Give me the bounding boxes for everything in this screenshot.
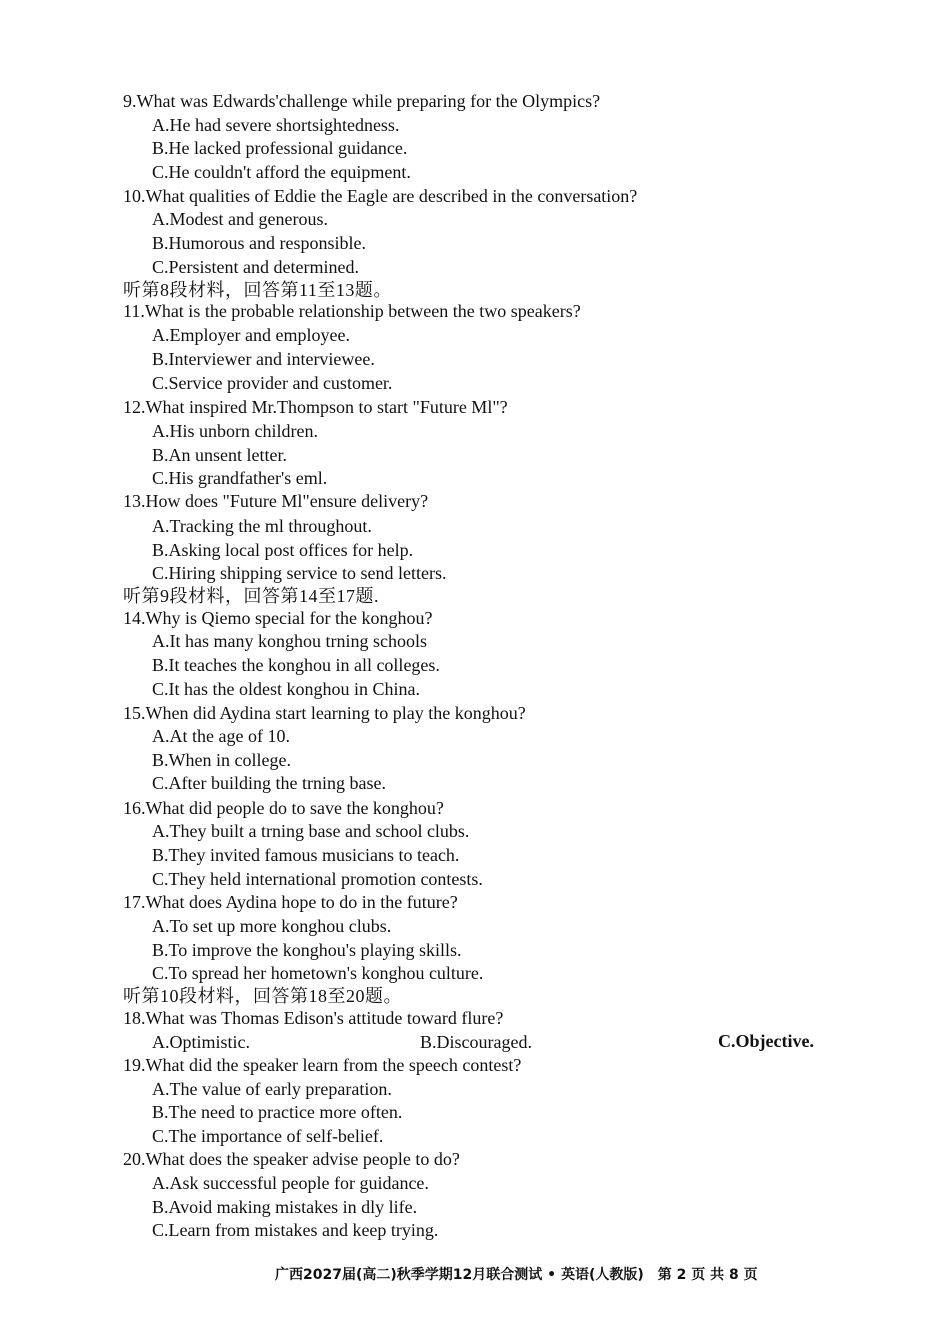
section-instruction: 听第8段材料，回答第11至13题。 — [123, 280, 392, 300]
question-text: 18.What was Thomas Edison's attitude toward flure? — [123, 1008, 504, 1028]
answer-option: A.Ask successful people for guidance. — [152, 1173, 429, 1193]
answer-option: B.To improve the konghou's playing skills. — [152, 940, 462, 960]
answer-option: C.Service provider and customer. — [152, 373, 393, 393]
answer-option: A.Optimistic. — [152, 1032, 250, 1052]
question-text: 12.What inspired Mr.Thompson to start "Future Ml"? — [123, 397, 508, 417]
question-text: 16.What did people do to save the konghou? — [123, 798, 444, 818]
answer-option: A.They built a trning base and school clubs. — [152, 821, 470, 841]
answer-option: C.Learn from mistakes and keep trying. — [152, 1220, 439, 1240]
question-text: 11.What is the probable relationship between the two speakers? — [123, 301, 581, 321]
question-text: 13.How does "Future Ml"ensure delivery? — [123, 491, 429, 511]
section-instruction: 听第10段材料，回答第18至20题。 — [123, 986, 402, 1006]
answer-option: B.The need to practice more often. — [152, 1102, 403, 1122]
answer-option: B.An unsent letter. — [152, 445, 287, 465]
section-instruction: 听第9段材料，回答第14至17题. — [123, 586, 379, 606]
answer-option: B.When in college. — [152, 750, 291, 770]
answer-option: C.The importance of self-belief. — [152, 1126, 384, 1146]
answer-option: B.Asking local post offices for help. — [152, 540, 414, 560]
answer-option: C.Hiring shipping service to send letters. — [152, 563, 447, 583]
question-text: 10.What qualities of Eddie the Eagle are described in the conversation? — [123, 186, 638, 206]
answer-option: B.Humorous and responsible. — [152, 233, 366, 253]
answer-option: C.To spread her hometown's konghou culture. — [152, 963, 484, 983]
answer-option: C.After building the trning base. — [152, 773, 386, 793]
answer-option: B.They invited famous musicians to teach. — [152, 845, 460, 865]
answer-option: A.Employer and employee. — [152, 325, 350, 345]
answer-option: A.He had severe shortsightedness. — [152, 115, 400, 135]
answer-option: A.The value of early preparation. — [152, 1079, 392, 1099]
question-text: 14.Why is Qiemo special for the konghou? — [123, 608, 433, 628]
answer-option: B.Interviewer and interviewee. — [152, 349, 375, 369]
answer-option: A.His unborn children. — [152, 421, 318, 441]
answer-option: C.He couldn't afford the equipment. — [152, 162, 411, 182]
answer-option: B.Discouraged. — [420, 1032, 532, 1052]
answer-option: C.Objective. — [718, 1031, 814, 1051]
answer-option: C.Persistent and determined. — [152, 257, 359, 277]
answer-option: A.Modest and generous. — [152, 209, 328, 229]
answer-option: C.His grandfather's eml. — [152, 468, 328, 488]
page-footer: 广西2027届(高二)秋季学期12月联合测试 • 英语(人教版) 第 2 页 共 8 页 — [275, 1267, 758, 1283]
answer-option: B.Avoid making mistakes in dly life. — [152, 1197, 418, 1217]
question-text: 17.What does Aydina hope to do in the future? — [123, 892, 458, 912]
question-text: 15.When did Aydina start learning to play the konghou? — [123, 703, 526, 723]
answer-option: B.He lacked professional guidance. — [152, 138, 408, 158]
question-text: 19.What did the speaker learn from the speech contest? — [123, 1055, 522, 1075]
question-text: 20.What does the speaker advise people to do? — [123, 1149, 460, 1169]
answer-option: C.They held international promotion contests. — [152, 869, 483, 889]
answer-option: A.It has many konghou trning schools — [152, 631, 427, 651]
question-text: 9.What was Edwards'challenge while preparing for the Olympics? — [123, 91, 601, 111]
answer-option: A.To set up more konghou clubs. — [152, 916, 392, 936]
answer-option: C.It has the oldest konghou in China. — [152, 679, 420, 699]
answer-option: A.Tracking the ml throughout. — [152, 516, 372, 536]
answer-option: A.At the age of 10. — [152, 726, 290, 746]
answer-option: B.It teaches the konghou in all colleges. — [152, 655, 440, 675]
